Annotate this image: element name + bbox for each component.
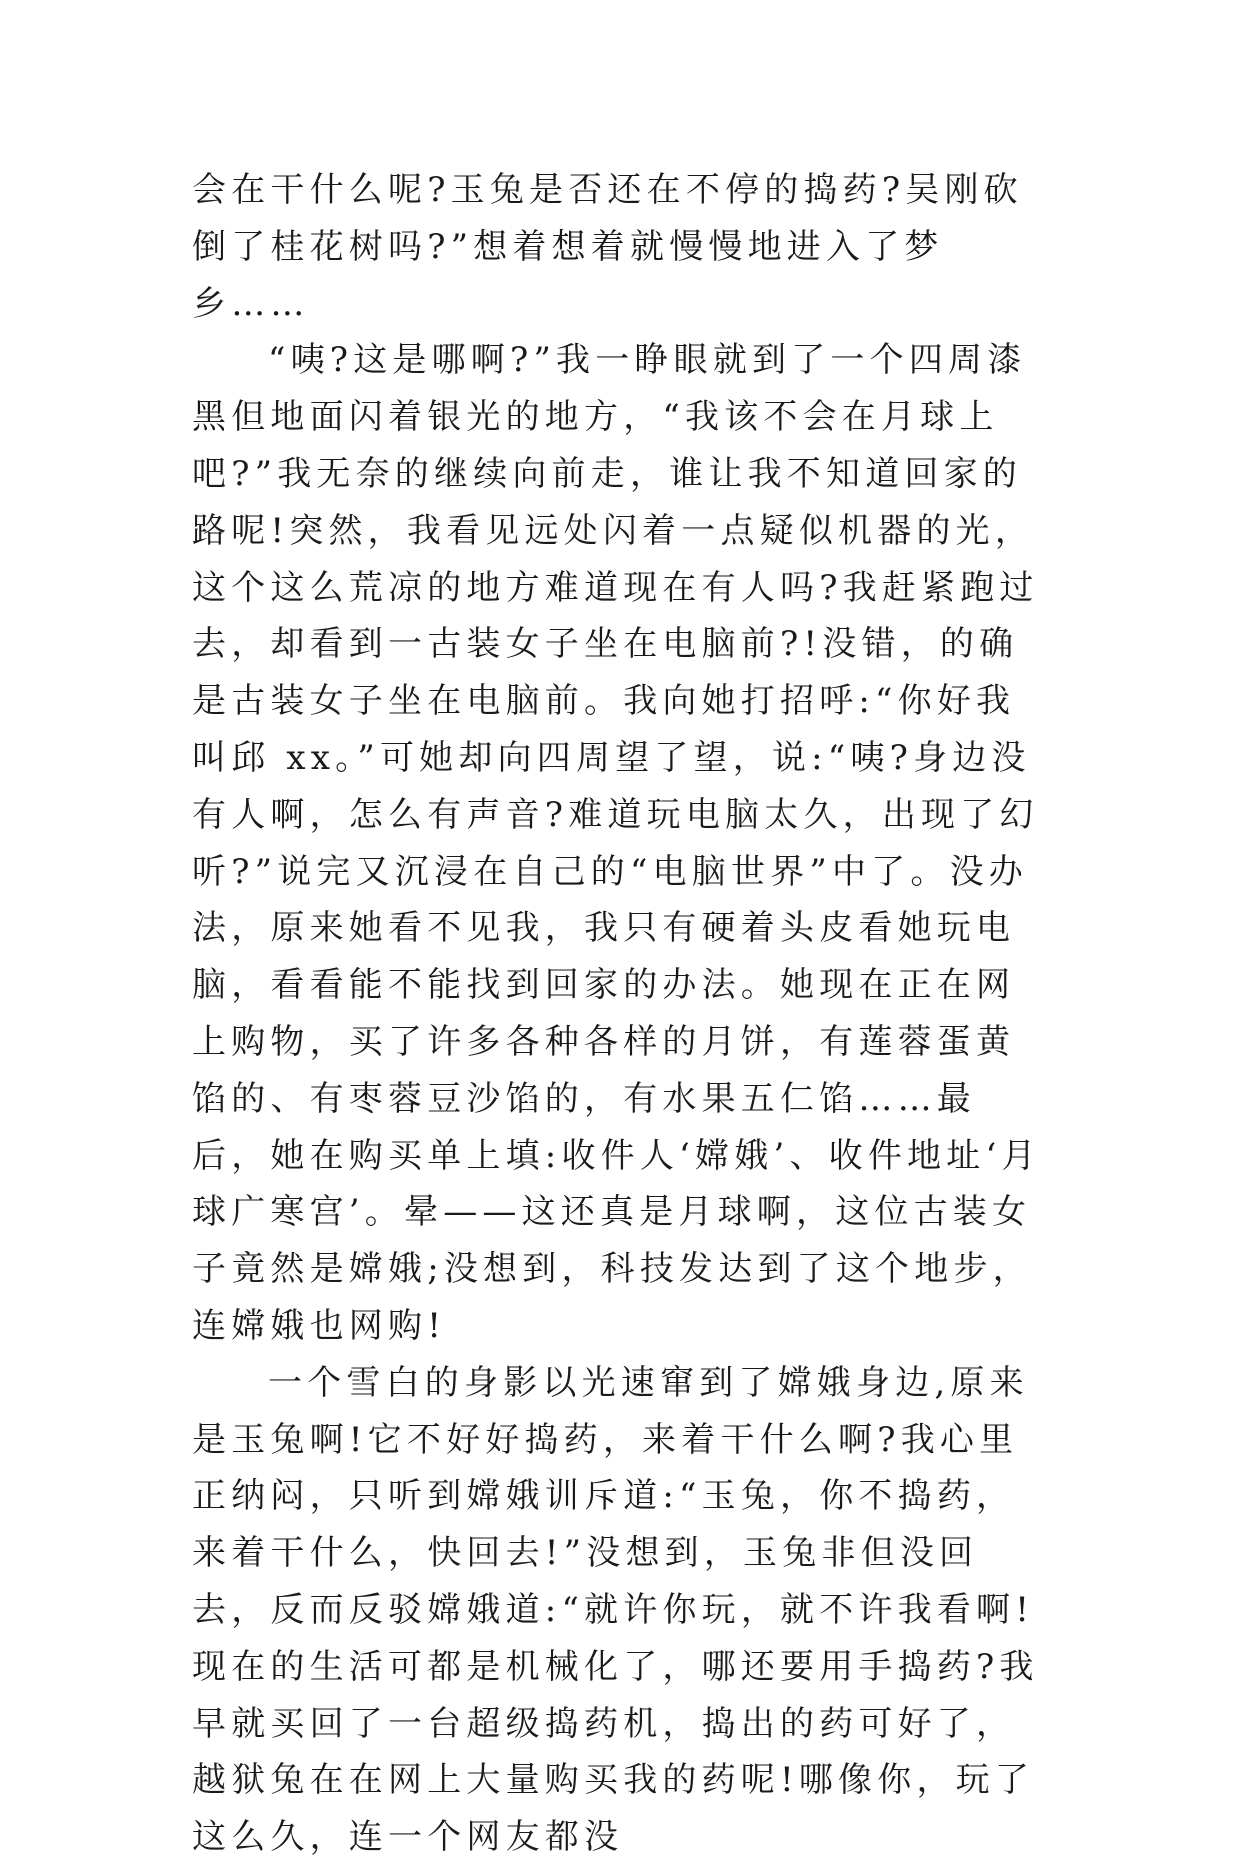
- paragraph-2: “咦?这是哪啊?”我一睁眼就到了一个四周漆黑但地面闪着银光的地方，“我该不会在月球上吧?”我无奈的继续向前走，谁让我不知道回家的路呢!突然，我看见远处闪着一点疑似机器的光，这个这么荒凉的地方难道现在有人吗?我赶紧跑过去，却看到一古装女子坐在电脑前?!没错，的确是古装女子坐在电脑前。我向她打招呼:“你好我叫邱 xx。”可她却向四周望了望，说:“咦?身边没有人啊，怎么有声音?难道玩电脑太久，出现了幻听?”说完又沉浸在自己的“电脑世界”中了。没办法，原来她看不见我，我只有硬着头皮看她玩电脑，看看能不能找到回家的办法。她现在正在网上购物，买了许多各种各样的月饼，有莲蓉蛋黄馅的、有枣蓉豆沙馅的，有水果五仁馅……最后，她在购买单上填:收件人‘嫦娥’、收件地址‘月球广寒宫’。晕——这还真是月球啊，这位古装女子竟然是嫦娥;没想到，科技发达到了这个地步，连嫦娥也网购!: [192, 340, 1041, 1346]
- document-body: [192, 162, 1054, 1866]
- paragraph-3: 一个雪白的身影以光速窜到了嫦娥身边,原来是玉兔啊!它不好好捣药，来着干什么啊?我心里正纳闷，只听到嫦娥训斥道:“玉兔，你不捣药，来着干什么，快回去!”没想到，玉兔非但没回去，反而反驳嫦娥道:“就许你玩，就不许我看啊!现在的生活可都是机械化了，哪还要用手捣药?我早就买回了一台超级捣药机，捣出的药可好了，越狱兔在在网上大量购买我的药呢!哪像你，玩了这么久，连一个网友都没: [192, 1362, 1039, 1858]
- paragraph-1: 会在干什么呢?玉兔是否还在不停的捣药?吴刚砍倒了桂花树吗?”想着想着就慢慢地进入了梦乡……: [192, 170, 1023, 324]
